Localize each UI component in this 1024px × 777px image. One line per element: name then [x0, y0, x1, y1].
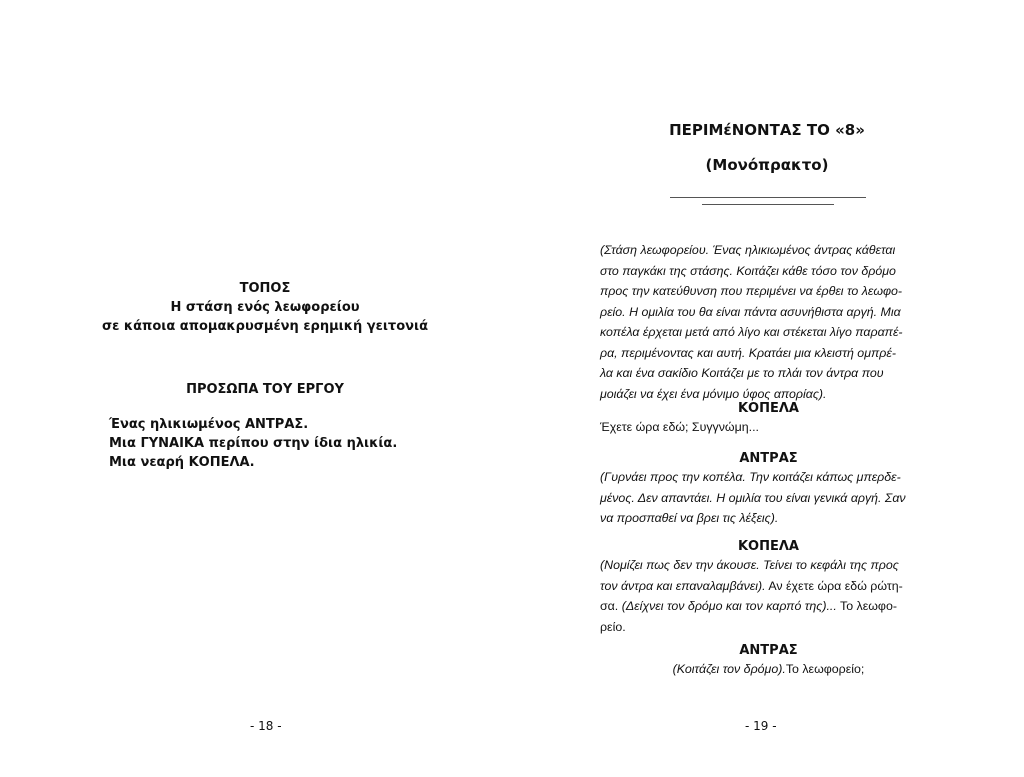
stage-direction-text: (Κοιτάζει τον δρόμο).	[672, 662, 786, 676]
stage-direction-text: (Νομίζει πως δεν την άκουσε. Τείνει το κεφάλι της προς	[600, 558, 899, 572]
text-line: (Γυρνάει προς την κοπέλα. Την κοιτάζει κάπως μπερδε-	[600, 470, 901, 484]
speaker-name: ΑΝΤΡΑΣ	[739, 643, 798, 658]
cast-heading: ΠΡΟΣΩΠΑ ΤΟΥ ΕΡΓΟΥ	[186, 382, 344, 397]
play-subtitle: (Μονόπρακτο)	[705, 156, 829, 174]
text-line: μένος. Δεν απαντάει. Η ομιλία του είναι γενικά αργή. Σαν	[600, 490, 906, 505]
dialogue-line	[600, 662, 937, 676]
text-line: να προσπαθεί να βρει τις λέξεις).	[600, 511, 779, 525]
dialogue-text: σα.	[600, 599, 622, 613]
play-title: ΠΕΡΙΜέΝΟΝΤΑΣ ΤΟ «8»	[669, 121, 865, 139]
text-line	[600, 596, 937, 617]
opening-stage-direction	[600, 240, 937, 404]
page-number-right: - 19 -	[745, 719, 777, 733]
speaker-name: ΚΟΠΕΛΑ	[737, 401, 799, 416]
page-number-left: - 18 -	[250, 719, 282, 733]
speaker-name: ΑΝΤΡΑΣ	[739, 451, 798, 466]
dialogue-text: Το λεωφορείο;	[785, 662, 865, 676]
text-line	[600, 576, 937, 597]
text-line: λα και ένα σακίδιο Κοιτάζει με το πλάι τον άντρα που	[600, 366, 884, 380]
cast-member: Ένας ηλικιωμένος ΑΝΤΡΑΣ.	[109, 417, 309, 432]
cast-list	[109, 415, 397, 472]
title-rule-long	[670, 197, 866, 198]
text-line: προς την κατεύθυνση που περιμένει να έρθει το λεωφο-	[600, 284, 903, 298]
dialogue-text: Αν έχετε ώρα εδώ ρώτη-	[765, 578, 903, 593]
speaker-name: ΚΟΠΕΛΑ	[737, 539, 799, 554]
setting-heading: ΤΟΠΟΣ	[239, 281, 291, 296]
setting-block	[60, 279, 470, 336]
setting-line-1: Η στάση ενός λεωφορείου	[170, 300, 360, 315]
text-line: ρείο. Η ομιλία του θα είναι πάντα ασυνήθιστα αργή. Μια	[600, 304, 901, 319]
stage-direction-text: τον άντρα και επαναλαμβάνει).	[600, 578, 766, 593]
cast-member: Μια ΓΥΝΑΙΚΑ περίπου στην ίδια ηλικία.	[109, 436, 398, 451]
cast-member: Μια νεαρή ΚΟΠΕΛΑ.	[109, 455, 255, 470]
text-line: (Στάση λεωφορείου. Ένας ηλικιωμένος άντρας κάθεται	[600, 243, 896, 257]
stage-direction	[600, 467, 937, 529]
dialogue-text: ρείο.	[600, 619, 626, 634]
dialogue-text: Το λεωφο-	[836, 599, 897, 613]
right-page	[512, 0, 1024, 777]
text-line	[600, 555, 937, 576]
text-line: μοιάζει να έχει ένα μόνιμο ύφος απορίας).	[600, 386, 827, 401]
text-line: κοπέλα έρχεται μετά από λίγο και στέκεται λίγο παραπέ-	[600, 325, 903, 339]
dialogue-line: Έχετε ώρα εδώ; Συγγνώμη...	[600, 420, 759, 434]
text-line: ρα, περιμένοντας και αυτή. Κρατάει μια κλειστή ομπρέ-	[600, 345, 896, 360]
stage-direction-text: (Δείχνει τον δρόμο και τον καρπό της)...	[621, 599, 837, 613]
title-rule-short	[702, 204, 834, 205]
dialogue-block	[600, 555, 937, 637]
text-line: στο παγκάκι της στάσης. Κοιτάζει κάθε τόσο τον δρόμο	[600, 263, 896, 278]
text-line	[600, 617, 937, 638]
setting-line-2: σε κάποια απομακρυσμένη ερημική γειτονιά	[102, 319, 428, 334]
